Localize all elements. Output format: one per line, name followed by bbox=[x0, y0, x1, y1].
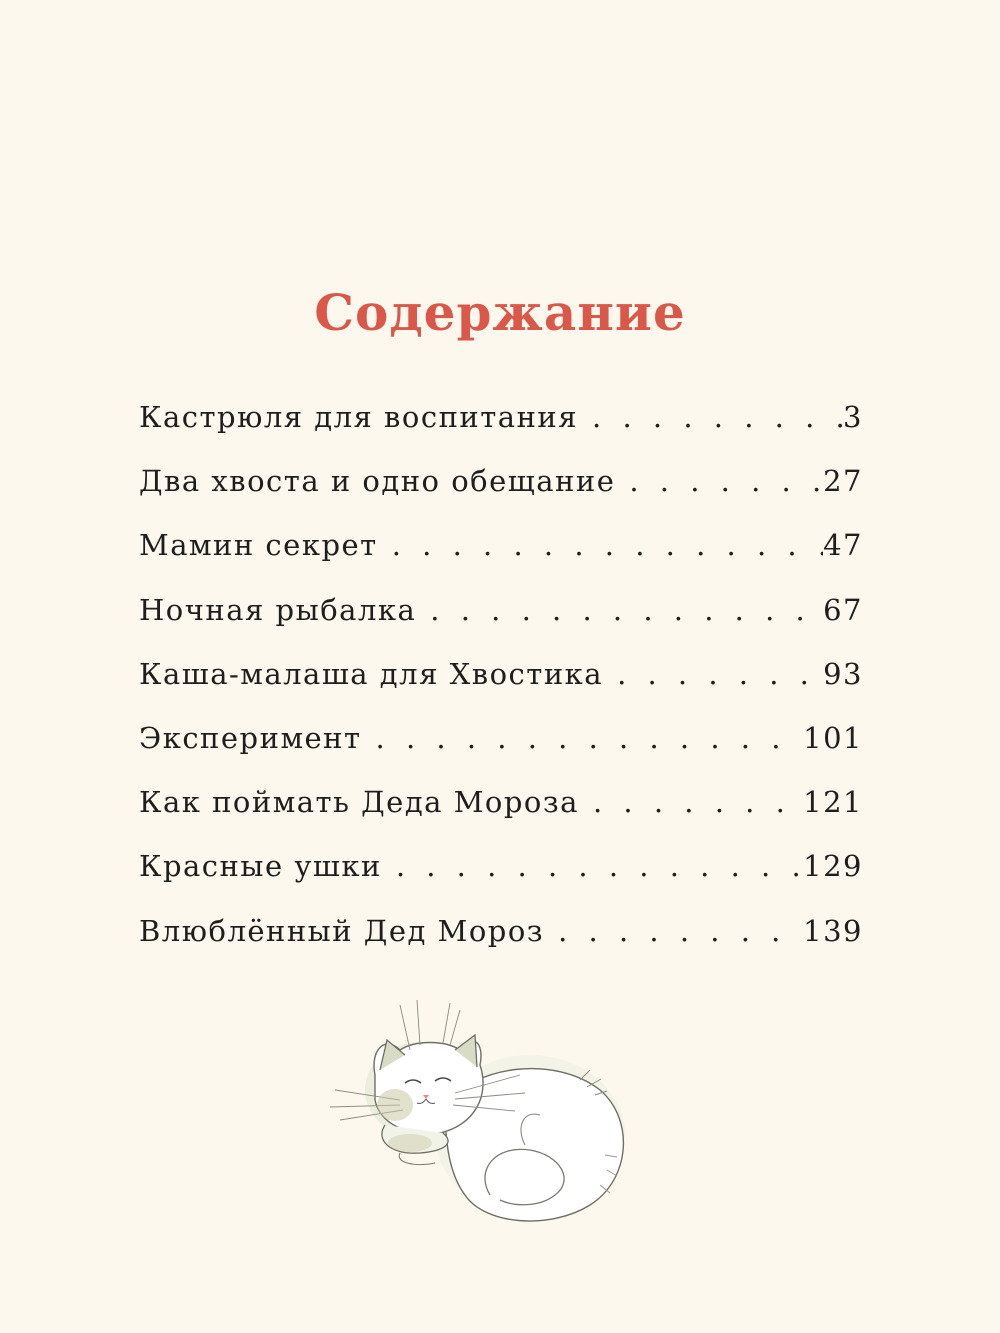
toc-entry-page: 3 bbox=[843, 400, 863, 434]
toc-entry-page: 129 bbox=[803, 849, 863, 884]
toc-entry-page: 139 bbox=[803, 913, 863, 948]
dot-leader bbox=[615, 464, 823, 498]
toc-entry-page: 27 bbox=[823, 464, 863, 499]
toc-entry-title: Красные ушки bbox=[139, 849, 382, 884]
toc-entry-title: Кастрюля для воспитания bbox=[139, 400, 579, 434]
dot-leader bbox=[416, 593, 823, 627]
dot-leader bbox=[544, 914, 803, 948]
toc-entry[interactable] bbox=[139, 528, 863, 592]
toc-entry[interactable] bbox=[139, 849, 863, 913]
dot-leader bbox=[362, 721, 804, 755]
sleeping-cat-illustration bbox=[325, 995, 645, 1235]
toc-entry[interactable] bbox=[139, 721, 863, 785]
toc-entry-title: Как поймать Деда Мороза bbox=[139, 785, 579, 820]
toc-entry[interactable] bbox=[139, 657, 863, 721]
toc-entry-page: 67 bbox=[823, 592, 863, 627]
toc-entry-title: Ночная рыбалка bbox=[139, 592, 417, 627]
toc-entry-title: Эксперимент bbox=[139, 720, 362, 755]
toc-entry-page: 121 bbox=[803, 785, 863, 820]
dot-leader bbox=[378, 528, 823, 562]
toc-entry-title: Влюблённый Дед Мороз bbox=[139, 913, 545, 948]
toc-entry[interactable] bbox=[139, 400, 863, 464]
dot-leader bbox=[579, 785, 803, 819]
toc-entry-page: 101 bbox=[803, 720, 863, 755]
dot-leader bbox=[382, 849, 803, 883]
toc-entry-page: 93 bbox=[823, 656, 863, 691]
toc-entry[interactable] bbox=[139, 464, 863, 528]
table-of-contents bbox=[139, 400, 863, 978]
toc-entry-title: Каша-малаша для Хвостика bbox=[139, 656, 604, 691]
toc-entry[interactable] bbox=[139, 593, 863, 657]
toc-entry-title: Мамин секрет bbox=[139, 528, 378, 563]
toc-entry[interactable] bbox=[139, 914, 863, 978]
dot-leader bbox=[578, 400, 843, 434]
toc-entry[interactable] bbox=[139, 785, 863, 849]
toc-entry-title: Два хвоста и одно обещание bbox=[139, 464, 616, 499]
page-title: Содержание bbox=[314, 283, 686, 342]
toc-entry-page: 47 bbox=[823, 528, 863, 563]
dot-leader bbox=[603, 657, 823, 691]
